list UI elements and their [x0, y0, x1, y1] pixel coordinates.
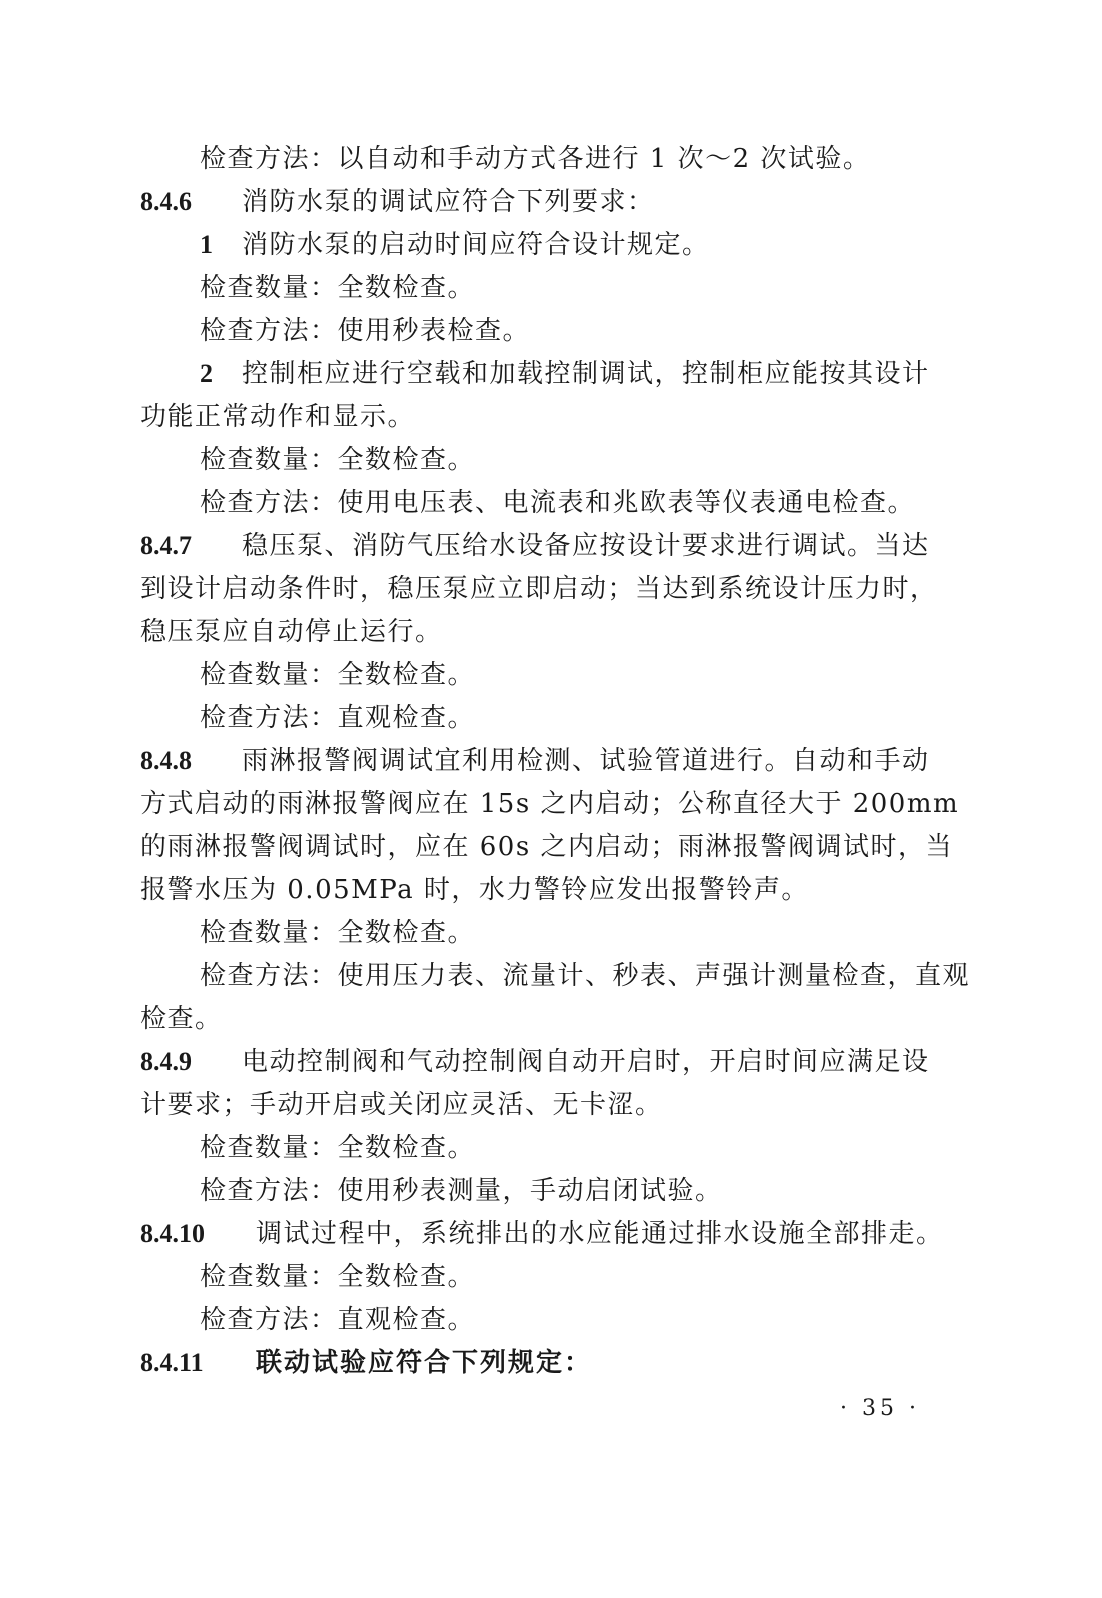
- text-line: 计要求；手动开启或关闭应灵活、无卡涩。: [140, 1090, 663, 1120]
- text-line: 检查方法：使用电压表、电流表和兆欧表等仪表通电检查。: [200, 488, 916, 518]
- text-line: 检查数量：全数检查。: [200, 660, 476, 690]
- text-line: 检查方法：直观检查。: [200, 1305, 476, 1335]
- clause-8-4-8: 8.4.8 雨淋报警阀调试宜利用检测、试验管道进行。自动和手动: [140, 739, 1102, 783]
- clause-8-4-9: 8.4.9 电动控制阀和气动控制阀自动开启时，开启时间应满足设: [140, 1040, 1102, 1084]
- clause-number: 8.4.8: [140, 746, 192, 775]
- text-line: 功能正常动作和显示。: [140, 402, 416, 432]
- item-number: 2: [200, 359, 213, 388]
- text-line: 检查数量：全数检查。: [200, 1133, 476, 1163]
- text-line: 检查方法：以自动和手动方式各进行 1 次～2 次试验。: [200, 144, 871, 174]
- page-number: · 35 ·: [840, 1396, 920, 1421]
- clause-number: 8.4.7: [140, 531, 192, 560]
- item-1: 1 消防水泵的启动时间应符合设计规定。: [200, 223, 1102, 267]
- text-line: 检查。: [140, 1004, 223, 1034]
- clause-8-4-10: 8.4.10 调试过程中，系统排出的水应能通过排水设施全部排走。: [140, 1212, 1102, 1256]
- text-line: 检查方法：使用压力表、流量计、秒表、声强计测量检查，直观: [200, 961, 971, 991]
- text-line: 检查数量：全数检查。: [200, 918, 476, 948]
- text-line: 检查数量：全数检查。: [200, 1262, 476, 1292]
- text-line: 报警水压为 0.05MPa 时，水力警铃应发出报警铃声。: [140, 875, 809, 905]
- text-line: 检查数量：全数检查。: [200, 445, 476, 475]
- text-line: 的雨淋报警阀调试时，应在 60s 之内启动；雨淋报警阀调试时，当: [140, 832, 953, 862]
- clause-number: 8.4.9: [140, 1047, 192, 1076]
- clause-number: 8.4.6: [140, 187, 192, 216]
- text-line: 稳压泵应自动停止运行。: [140, 617, 443, 647]
- text-line: 到设计启动条件时，稳压泵应立即启动；当达到系统设计压力时，: [140, 574, 938, 604]
- item-number: 1: [200, 230, 213, 259]
- clause-number: 8.4.10: [140, 1219, 205, 1248]
- clause-number: 8.4.11: [140, 1348, 204, 1377]
- item-2: 2 控制柜应进行空载和加载控制调试，控制柜应能按其设计: [200, 352, 1102, 396]
- clause-8-4-6: 8.4.6 消防水泵的调试应符合下列要求：: [140, 180, 1102, 224]
- text-line: 检查方法：使用秒表检查。: [200, 316, 531, 346]
- text-line: 检查方法：使用秒表测量，手动启闭试验。: [200, 1176, 723, 1206]
- clause-8-4-7: 8.4.7 稳压泵、消防气压给水设备应按设计要求进行调试。当达: [140, 524, 1102, 568]
- clause-8-4-11-heading: 8.4.11 联动试验应符合下列规定：: [140, 1341, 1102, 1385]
- text-line: 检查数量：全数检查。: [200, 273, 476, 303]
- text-line: 方式启动的雨淋报警阀应在 15s 之内启动；公称直径大于 200mm: [140, 789, 960, 819]
- text-line: 检查方法：直观检查。: [200, 703, 476, 733]
